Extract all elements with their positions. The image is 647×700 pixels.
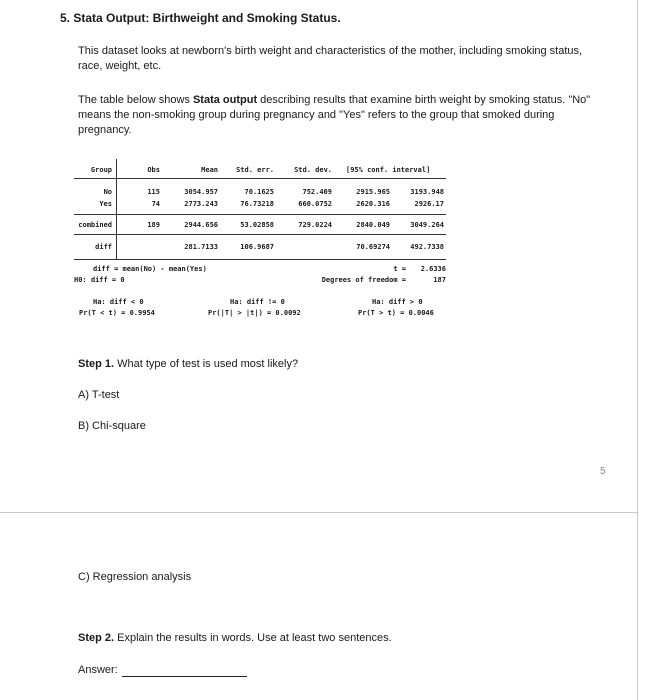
ha-right: Ha: diff > 0 (372, 298, 423, 306)
df-label: Degrees of freedom = (321, 276, 406, 284)
table-desc-post: describing results that examine birth weight by smoking status. "No" means the non-smoking group during pregnancy and "Yes" refers to the group that smoked during pregnancy. (78, 94, 591, 136)
answer-input-line[interactable] (122, 676, 247, 677)
row-se: 70.1625 (244, 188, 274, 196)
row-ci-hi: 492.7338 (410, 243, 444, 251)
row-mean: 281.7133 (184, 243, 218, 251)
diff-definition: diff = mean(No) - mean(Yes) (93, 265, 207, 273)
ha-left-p: Pr(T < t) = 0.9954 (79, 309, 155, 317)
row-ci-lo: 70.69274 (356, 243, 390, 251)
option-c[interactable]: C) Regression analysis (78, 571, 192, 583)
page-number: 5 (600, 466, 606, 477)
row-group: combined (78, 221, 112, 229)
h0-statement: H0: diff = 0 (74, 276, 125, 284)
step1-label: Step 1. (78, 358, 115, 370)
stata-header-mean: Mean (201, 166, 218, 174)
stata-header-se: Std. err. (236, 166, 274, 174)
row-ci-hi: 3193.948 (410, 188, 444, 196)
question-heading: 5. Stata Output: Birthweight and Smoking Status. (60, 11, 341, 25)
stata-vertical-rule (116, 159, 117, 259)
stata-header-sd: Std. dev. (294, 166, 332, 174)
row-se: 53.02858 (240, 221, 274, 229)
intro-paragraph: This dataset looks at newborn's birth weight and characteristics of the mother, including smoking status, race, weight, etc. (78, 45, 583, 72)
ha-two-p: Pr(|T| > |t|) = 0.0092 (208, 309, 301, 317)
stata-header-group: Group (90, 166, 112, 174)
row-group: Yes (99, 200, 112, 208)
row-group: No (103, 188, 112, 196)
answer-label: Answer: (78, 664, 118, 676)
row-sd: 660.0752 (298, 200, 332, 208)
ha-left: Ha: diff < 0 (93, 298, 144, 306)
option-a[interactable]: A) T-test (78, 389, 120, 401)
step1-text: What type of test is used most likely? (114, 358, 299, 370)
row-sd: 729.0224 (298, 221, 332, 229)
row-se: 106.9687 (240, 243, 274, 251)
row-mean: 3054.957 (184, 188, 218, 196)
page-break-divider (0, 512, 637, 513)
row-obs: 189 (147, 221, 160, 229)
step2-label: Step 2. (78, 632, 115, 644)
row-ci-lo: 2840.049 (356, 221, 390, 229)
row-ci-hi: 3049.264 (410, 221, 444, 229)
page-border-right (637, 0, 638, 700)
row-group: diff (95, 243, 112, 251)
table-desc-pre: The table below shows (78, 94, 193, 106)
row-ci-lo: 2915.965 (356, 188, 390, 196)
table-description (78, 93, 598, 138)
row-obs: 115 (147, 188, 160, 196)
stata-rule-combined (74, 234, 446, 235)
ha-two: Ha: diff != 0 (230, 298, 285, 306)
row-ci-hi: 2926.17 (414, 200, 444, 208)
stata-rule-header (74, 178, 446, 179)
step2-prompt (78, 632, 392, 644)
row-mean: 2944.656 (184, 221, 218, 229)
stata-header-ci: [95% conf. interval] (346, 166, 431, 174)
row-se: 76.73218 (240, 200, 274, 208)
step1-prompt (78, 358, 298, 370)
df-value: 187 (433, 276, 446, 284)
stata-header-obs: Obs (147, 166, 160, 174)
row-mean: 2773.243 (184, 200, 218, 208)
ha-right-p: Pr(T > t) = 0.0046 (358, 309, 434, 317)
table-desc-bold: Stata output (192, 94, 258, 106)
t-value: 2.6336 (420, 265, 446, 273)
row-obs: 74 (151, 200, 160, 208)
row-ci-lo: 2620.316 (356, 200, 390, 208)
row-sd: 752.409 (302, 188, 332, 196)
option-b[interactable]: B) Chi-square (78, 420, 146, 432)
step2-text: Explain the results in words. Use at least two sentences. (114, 632, 392, 644)
stata-rule-groups (74, 214, 446, 215)
t-label: t = (393, 265, 406, 273)
stata-rule-diff (74, 259, 446, 260)
